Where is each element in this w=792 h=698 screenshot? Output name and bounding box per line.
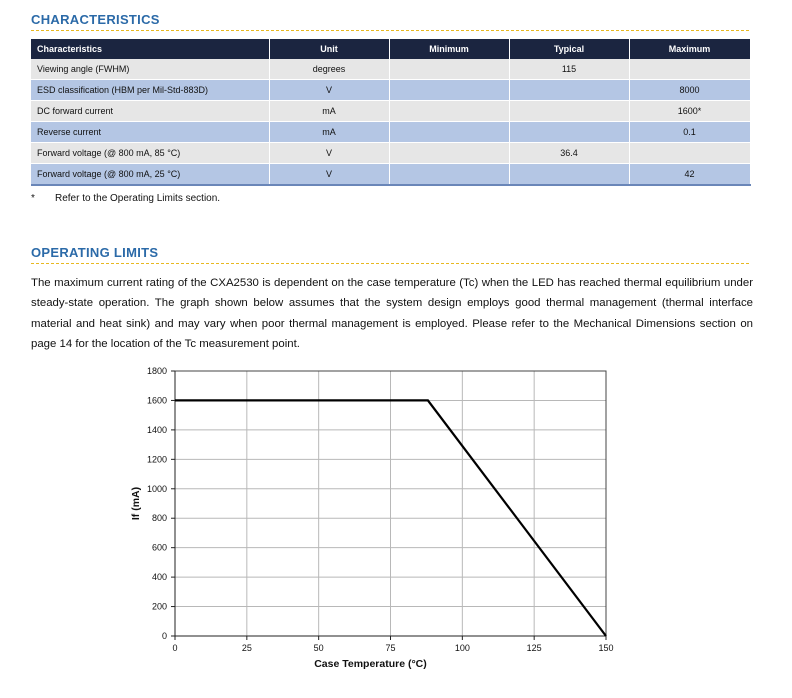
x-tick-label: 100 xyxy=(454,643,470,653)
y-tick-label: 1000 xyxy=(146,483,167,494)
table-cell: Reverse current xyxy=(31,122,269,143)
y-tick-label: 1400 xyxy=(146,424,167,435)
y-tick-label: 400 xyxy=(151,572,167,583)
table-cell: 0.1 xyxy=(629,122,750,143)
table-cell: V xyxy=(269,80,389,101)
y-tick-label: 1200 xyxy=(146,454,167,465)
x-tick-label: 150 xyxy=(598,643,614,653)
table-cell: ESD classification (HBM per Mil-Std-883D) xyxy=(31,80,269,101)
table-cell: 8000 xyxy=(629,80,750,101)
y-tick-label: 0 xyxy=(161,631,167,641)
header-characteristics: Characteristics xyxy=(31,39,269,59)
chart-axes xyxy=(171,371,606,640)
footnote-marker: * xyxy=(31,193,35,204)
y-tick-label: 600 xyxy=(151,542,167,553)
table-cell: 36.4 xyxy=(509,143,629,164)
chart-grid xyxy=(175,371,606,636)
x-tick-label: 50 xyxy=(313,643,324,653)
header-minimum: Minimum xyxy=(389,39,509,59)
table-cell: mA xyxy=(269,101,389,122)
header-maximum: Maximum xyxy=(629,39,750,59)
characteristics-title: CHARACTERISTICS xyxy=(31,12,160,27)
table-cell: Forward voltage (@ 800 mA, 85 °C) xyxy=(31,143,269,164)
table-cell: 115 xyxy=(509,59,629,80)
header-typical: Typical xyxy=(509,39,629,59)
y-tick-label: 200 xyxy=(151,601,167,612)
footnote-text: Refer to the Operating Limits section. xyxy=(55,193,221,204)
x-tick-label: 0 xyxy=(172,643,178,653)
y-axis-title: If (mA) xyxy=(130,486,142,521)
header-unit: Unit xyxy=(269,39,389,59)
table-cell: 1600* xyxy=(629,101,750,122)
y-tick-label: 1800 xyxy=(146,366,167,376)
table-cell: DC forward current xyxy=(31,101,269,122)
y-tick-label: 1600 xyxy=(146,395,167,406)
operating-limits-title: OPERATING LIMITS xyxy=(31,245,159,260)
table-cell: Viewing angle (FWHM) xyxy=(31,59,269,80)
operating-limits-paragraph: The maximum current rating of the CXA2530 is dependent on the case temperature (Tc) when the LED has reached thermal equilibrium under steady-state operation. The graph shown below assumes that the system design employs good thermal management (thermal interface material and heat sink) and may vary when poor thermal management is employed. Please refer to the Mechanical Dimensions section on page 14 for the location of the Tc measurement point. xyxy=(31,277,753,350)
chart-ticks xyxy=(147,366,614,653)
y-tick-label: 800 xyxy=(151,513,167,524)
table-cell: V xyxy=(269,143,389,164)
table-cell: degrees xyxy=(269,59,389,80)
table-cell: 42 xyxy=(629,164,750,186)
table-cell: V xyxy=(269,164,389,186)
x-tick-label: 75 xyxy=(385,643,396,653)
table-cell: Forward voltage (@ 800 mA, 25 °C) xyxy=(31,164,269,186)
x-tick-label: 125 xyxy=(526,643,542,653)
table-cell: mA xyxy=(269,122,389,143)
x-tick-label: 25 xyxy=(241,643,252,653)
x-axis-title: Case Temperature (°C) xyxy=(314,658,427,670)
